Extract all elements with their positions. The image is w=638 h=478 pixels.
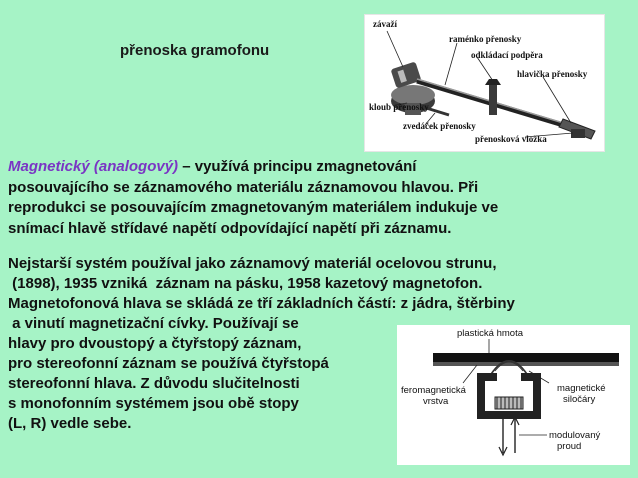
ferromagnetic-layer [433, 362, 619, 366]
paragraph-history-line-6: pro stereofonní záznam se používá čtyřstopá [8, 355, 329, 372]
paragraph-magnetic-line-2: posouvajícího se záznamového materiálu záznamovou hlavou. Při [8, 178, 479, 196]
paragraph-history-line-5: hlavy pro dvoustopý a čtyřstopý záznam, [8, 335, 302, 352]
label-arm: raménko přenosky [449, 34, 522, 44]
magnetic-head-diagram [397, 325, 630, 465]
counterweight [391, 61, 422, 88]
label-ferro-2: vrstva [423, 396, 449, 407]
paragraph-magnetic [8, 157, 628, 239]
paragraph-history-line-2: (1898), 1935 vzniká záznam na pásku, 1958 kazetový magnetofon. [8, 275, 483, 292]
coil-leads [503, 419, 515, 453]
label-lift: zvedáček přenosky [403, 121, 476, 131]
cartridge [571, 129, 585, 138]
label-weight: závaží [373, 19, 397, 29]
label-rest: odkládací podpěra [471, 50, 543, 60]
label-ferro-1: feromagnetická [401, 385, 466, 396]
arm-rest-post [489, 85, 497, 115]
label-current-2: proud [557, 441, 582, 452]
paragraph-magnetic-line-3: reprodukci se posouvajícím zmagnetovaným materiálem indukuje ve [8, 199, 499, 216]
label-headshell: hlavička přenosky [517, 69, 588, 79]
head-coil [495, 397, 523, 409]
label-cartridge: přenosková vložka [475, 134, 547, 144]
paragraph-history-line-3: Magnetofonová hlava se skládá ze tří základních částí: z jádra, štěrbiny [8, 295, 515, 312]
label-field-1: magnetické [557, 383, 606, 394]
paragraph-history-line-9: (L, R) vedle sebe. [8, 415, 132, 432]
slide-title: přenoska gramofonu [120, 42, 270, 59]
term-magnetic: Magnetický (analogový) [8, 158, 179, 175]
label-current-1: modulovaný [549, 430, 601, 441]
head-core [477, 373, 541, 419]
tonearm-diagram [364, 14, 605, 152]
label-joint: kloub přenosky [369, 102, 429, 112]
paragraph-history-line-7: stereofonní hlava. Z důvodu slučitelnosti [8, 375, 300, 392]
plastic-layer [433, 353, 619, 362]
label-plastic: plastická hmota [457, 328, 524, 339]
arm-rest-cradle [485, 79, 501, 85]
paragraph-magnetic-line-4: snímací hlavě střídavé napětí odpovídající napětí při záznamu. [8, 219, 452, 237]
paragraph-history-line-4: a vinutí magnetizační cívky. Používají se [8, 315, 299, 332]
paragraph-history-line-1: Nejstarší systém používal jako záznamový materiál ocelovou strunu, [8, 255, 497, 272]
paragraph-history-line-8: s monofonním systémem jsou obě stopy [8, 395, 299, 412]
paragraph-magnetic-line-1: Magnetický (analogový) – využívá principu zmagnetování [8, 158, 417, 175]
label-field-2: siločáry [563, 394, 596, 405]
